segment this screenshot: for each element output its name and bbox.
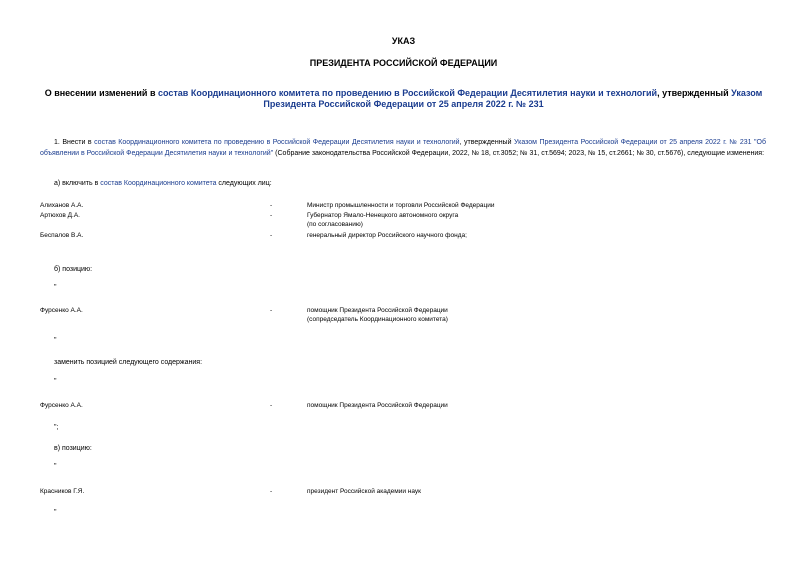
item-a bbox=[54, 178, 272, 189]
quote-open: " bbox=[54, 463, 57, 470]
item-a-link[interactable]: состав Координационного комитета bbox=[100, 180, 217, 187]
document-heading-line2[interactable]: Президента Российской Федерации от 25 апреля 2022 г. № 231 bbox=[263, 99, 544, 109]
person-name: Красников Г.Я. bbox=[40, 488, 85, 495]
paragraph-1 bbox=[40, 137, 766, 159]
row-dash: - bbox=[270, 202, 273, 209]
document-heading-line1 bbox=[0, 88, 807, 98]
paragraph-1-link-decree[interactable]: Указом Президента Российской Федерации от 25 апреля 2022 г. № 231 "Об объявлении в Российской Федерации Десятилетия науки и технологий" bbox=[40, 139, 766, 157]
heading-prefix: О внесении изменений в bbox=[44, 88, 158, 98]
quote-open: " bbox=[54, 378, 57, 385]
paragraph-1-text-c: (Собрание законодательства Российской Федерации, 2022, № 18, ст.3052; № 31, ст.5694; 2023, № 15, ст.2661; № 30, ст.5676), следующие изменения: bbox=[273, 150, 765, 157]
paragraph-1-text-a: 1. Внести в bbox=[54, 139, 95, 146]
person-position: генеральный директор Российского научного фонда; bbox=[307, 232, 467, 239]
person-name: Беспалов В.А. bbox=[40, 232, 84, 239]
person-position-note: (по согласованию) bbox=[307, 221, 363, 228]
quote-open: " bbox=[54, 284, 57, 291]
heading-link-decree[interactable]: Указом bbox=[731, 88, 763, 98]
person-position: Губернатор Ямало-Ненецкого автономного округа bbox=[307, 212, 459, 219]
item-a-prefix: а) включить в bbox=[54, 180, 101, 187]
row-dash: - bbox=[270, 232, 273, 239]
row-dash: - bbox=[270, 212, 273, 219]
person-name: Фурсенко А.А. bbox=[40, 402, 83, 409]
document-subtitle: ПРЕЗИДЕНТА РОССИЙСКОЙ ФЕДЕРАЦИИ bbox=[309, 58, 498, 68]
person-position-note: (сопредседатель Координационного комитета) bbox=[307, 316, 448, 323]
row-dash: - bbox=[270, 402, 273, 409]
person-name: Алиханов А.А. bbox=[40, 202, 84, 209]
person-position: президент Российской академии наук bbox=[307, 488, 422, 495]
paragraph-1-text-b: , утвержденный bbox=[459, 139, 514, 146]
row-dash: - bbox=[270, 307, 273, 314]
heading-mid: , утвержденный bbox=[657, 88, 732, 98]
quote-close: " bbox=[54, 337, 57, 344]
replace-text: заменить позицией следующего содержания: bbox=[54, 359, 203, 366]
item-a-suffix: следующих лиц: bbox=[216, 180, 272, 187]
person-position: помощник Президента Российской Федерации bbox=[307, 307, 448, 314]
person-position: Министр промышленности и торговли Российской Федерации bbox=[307, 202, 495, 209]
person-name: Фурсенко А.А. bbox=[40, 307, 83, 314]
row-dash: - bbox=[270, 488, 273, 495]
item-v-label: в) позицию: bbox=[54, 445, 92, 452]
paragraph-1-link-composition[interactable]: состав Координационного комитета по проведению в Российской Федерации Десятилетия науки и технологий bbox=[94, 139, 460, 146]
heading-link-composition[interactable]: состав Координационного комитета по проведению в Российской Федерации Десятилетия науки и технологий bbox=[158, 88, 658, 98]
item-b-label: б) позицию: bbox=[54, 266, 93, 273]
quote-close: " bbox=[54, 509, 57, 516]
person-name: Артюхов Д.А. bbox=[40, 212, 80, 219]
person-position: помощник Президента Российской Федерации bbox=[307, 402, 448, 409]
quote-close: "; bbox=[54, 424, 59, 431]
document-title: УКАЗ bbox=[391, 36, 416, 46]
